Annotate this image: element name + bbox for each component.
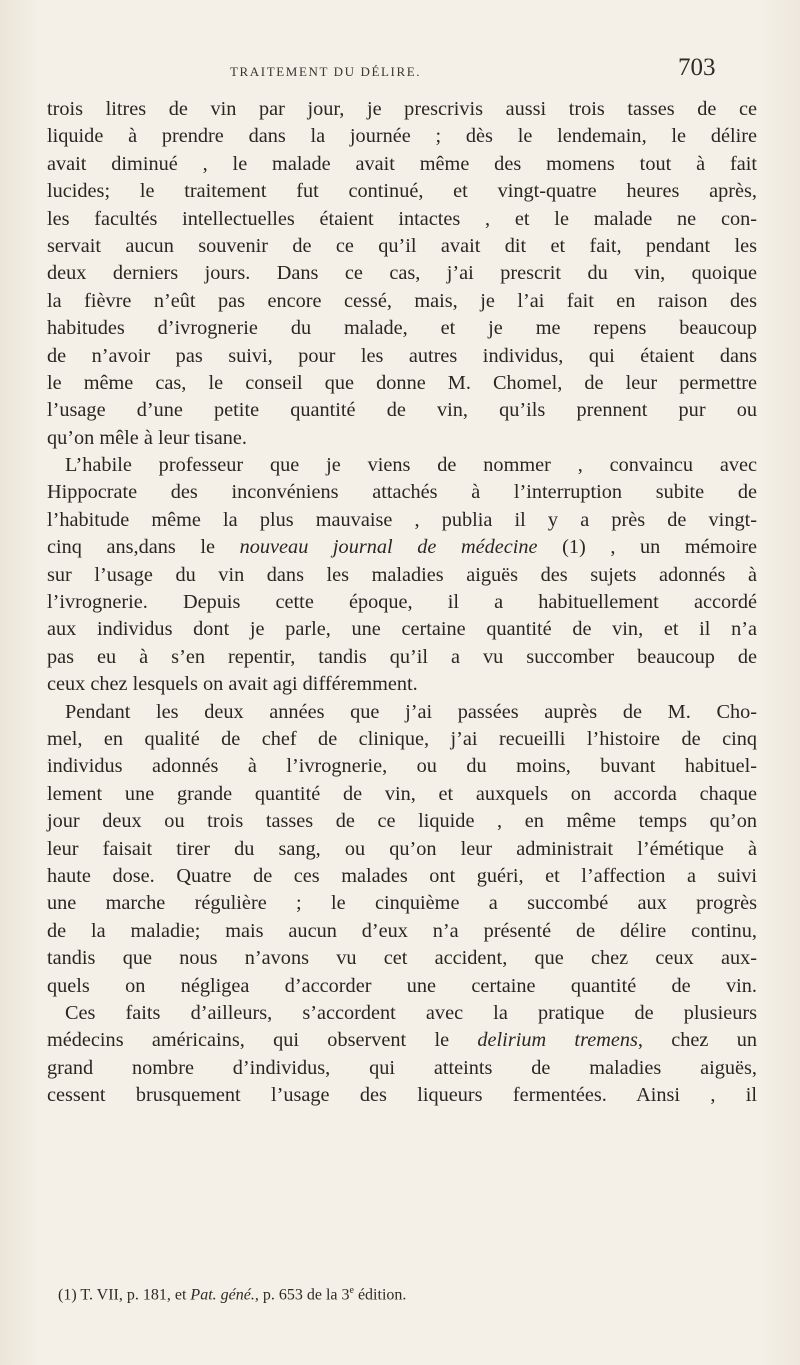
line-text: la fièvre n’eût pas encore cessé, mais, je l’ai fait en raison des (47, 289, 757, 312)
line-text: cinq ans,dans le (47, 536, 240, 559)
text-line (47, 616, 757, 643)
line-italic-text: nouveau journal de médecine (239, 536, 538, 559)
line-text: trois litres de vin par jour, je prescrivis aussi trois tasses de ce (47, 98, 757, 120)
line-text: Pendant les deux années que j’ai passées auprès de M. Cho- (65, 700, 757, 723)
line-text: avait diminué , le malade avait même des momens tout à fait (47, 152, 757, 175)
text-line (47, 479, 757, 506)
text-line (47, 233, 757, 260)
text-line (47, 370, 757, 397)
text-line (47, 589, 757, 616)
text-line (47, 151, 757, 178)
line-text: de n’avoir pas suivi, pour les autres individus, qui étaient dans (47, 344, 757, 367)
line-text: qu’on mêle à leur tisane. (47, 426, 247, 449)
running-title: TRAITEMENT DU DÉLIRE. (230, 64, 422, 79)
line-text: haute dose. Quatre de ces malades ont guéri, et l’affection a suivi (47, 864, 757, 887)
text-line (47, 644, 757, 671)
text-line (47, 945, 757, 972)
line-text: deux derniers jours. Dans ce cas, j’ai prescrit du vin, quoique (47, 262, 757, 285)
line-text: cessent brusquement l’usage des liqueurs fermentées. Ainsi , il (47, 1084, 757, 1107)
line-text: aux individus dont je parle, une certaine quantité de vin, et il n’a (47, 618, 757, 641)
line-text: l’habitude même la plus mauvaise , publia il y a près de vingt- (47, 508, 757, 531)
line-text: liquide à prendre dans la journée ; dès le lendemain, le délire (47, 125, 757, 148)
footnote-italic: Pat. géné. (190, 1286, 255, 1304)
line-text: L’habile professeur que je viens de nommer , convaincu avec (65, 454, 757, 477)
text-line (47, 863, 757, 890)
text-line (47, 671, 757, 698)
line-text: tandis que nous n’avons vu cet accident, que chez ceux aux- (47, 947, 757, 970)
line-text: servait aucun souvenir de ce qu’il avait dit et fait, pendant les (47, 234, 757, 257)
line-text: Ces faits d’ailleurs, s’accordent avec la pratique de plusieurs (65, 1001, 757, 1024)
line-text: quels on négligea d’accorder une certaine quantité de vin. (47, 974, 757, 997)
line-text: individus adonnés à l’ivrognerie, ou du moins, buvant habituel- (47, 755, 757, 778)
text-line (47, 1055, 757, 1082)
line-text: de la maladie; mais aucun d’eux n’a présenté de délire continu, (47, 919, 757, 942)
line-text-after: , chez un (637, 1029, 757, 1052)
text-line (47, 315, 757, 342)
line-text: l’usage d’une petite quantité de vin, qu’ils prennent pur ou (47, 399, 757, 422)
body-text (47, 96, 757, 1109)
footnote-end: édition. (353, 1286, 407, 1304)
text-line (47, 397, 757, 424)
line-text: grand nombre d’individus, qui atteints de maladies aiguës, (47, 1056, 757, 1079)
line-text: Hippocrate des inconvéniens attachés à l’interruption subite de (47, 481, 757, 504)
line-text-after: (1) , un mémoire (537, 536, 757, 559)
line-text: une marche régulière ; le cinquième a succombé aux progrès (47, 892, 757, 915)
text-line (47, 534, 757, 561)
footnote-text-after: , p. 653 de la 3 (254, 1286, 350, 1304)
line-text: médecins américains, qui observent le (47, 1029, 478, 1052)
line-text: le même cas, le conseil que donne M. Chomel, de leur permettre (47, 371, 757, 394)
line-italic-text: delirium tremens (477, 1029, 638, 1052)
text-line (47, 1000, 757, 1027)
text-line (47, 260, 757, 287)
text-line (47, 562, 757, 589)
text-line (47, 973, 757, 1000)
text-line (47, 206, 757, 233)
text-line (47, 343, 757, 370)
footnote-sup: e (349, 1285, 354, 1296)
text-line (47, 836, 757, 863)
line-text: pas eu à s’en repentir, tandis qu’il a vu succomber beaucoup de (47, 645, 757, 668)
text-line (47, 507, 757, 534)
text-line (47, 123, 757, 150)
footnote (58, 1285, 406, 1304)
text-line (47, 452, 757, 479)
line-text: lucides; le traitement fut continué, et vingt-quatre heures après, (47, 180, 757, 203)
text-line (47, 890, 757, 917)
text-line (47, 918, 757, 945)
text-line (47, 178, 757, 205)
text-line (47, 1082, 757, 1109)
text-line (47, 425, 757, 452)
text-line (47, 699, 757, 726)
line-text: lement une grande quantité de vin, et auxquels on accorda chaque (47, 782, 757, 805)
line-text: les facultés intellectuelles étaient intactes , et le malade ne con- (47, 207, 757, 230)
text-line (47, 96, 757, 123)
page-header (0, 50, 800, 80)
text-line (47, 726, 757, 753)
text-line (47, 288, 757, 315)
line-text: jour deux ou trois tasses de ce liquide , en même temps qu’on (47, 810, 757, 833)
line-text: sur l’usage du vin dans les maladies aiguës des sujets adonnés à (47, 563, 757, 586)
line-text: habitudes d’ivrognerie du malade, et je me repens beaucoup (47, 317, 757, 340)
text-line (47, 1027, 757, 1054)
line-text: leur faisait tirer du sang, ou qu’on leur administrait l’émétique à (47, 837, 757, 860)
text-line (47, 753, 757, 780)
line-text: mel, en qualité de chef de clinique, j’ai recueilli l’histoire de cinq (47, 727, 757, 750)
footnote-text: (1) T. VII, p. 181, et (58, 1286, 191, 1304)
text-line (47, 808, 757, 835)
line-text: ceux chez lesquels on avait agi différemment. (47, 673, 418, 696)
text-line (47, 781, 757, 808)
line-text: l’ivrognerie. Depuis cette époque, il a habituellement accordé (47, 591, 757, 614)
page-number: 703 (678, 54, 716, 81)
